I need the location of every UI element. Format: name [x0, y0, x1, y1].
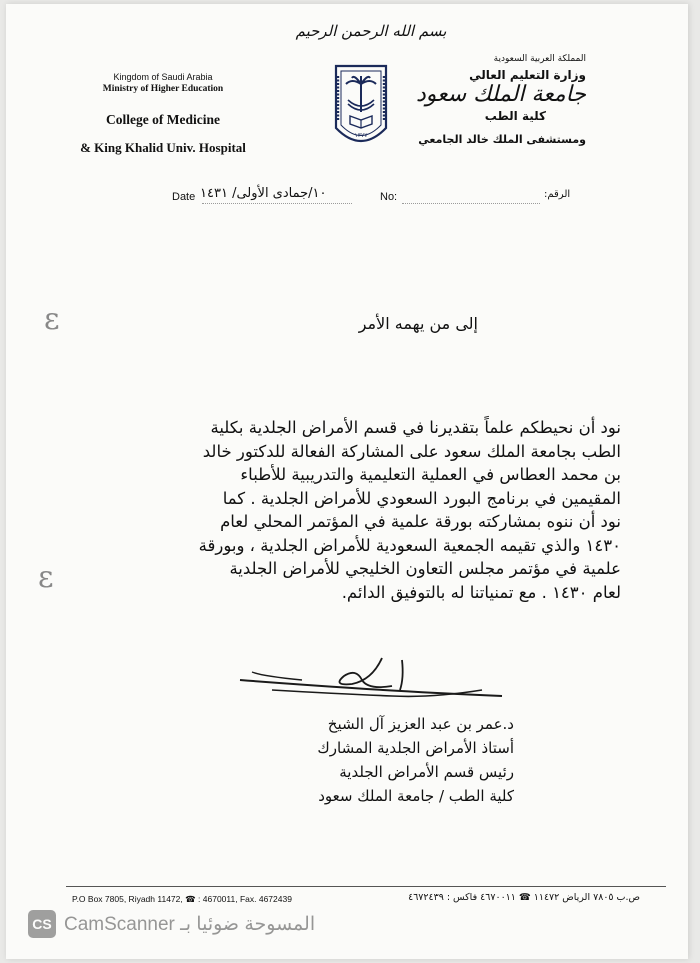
- date-value: ١٠/جمادى الأولى/ ١٤٣١: [200, 186, 327, 201]
- signatory-name: د.عمر بن عبد العزيز آل الشيخ: [327, 715, 514, 733]
- number-label: No:: [380, 191, 398, 203]
- number-dotted-line: [402, 203, 540, 204]
- footer-arabic-address: ص.ب ٧٨٠٥ الرياض ١١٤٧٢ ☎ ٤٦٧٠٠١١ فاكس : ٤٦٧٢٤٣٩: [408, 892, 640, 903]
- english-letterhead: [78, 72, 248, 156]
- handwritten-signature: [232, 650, 512, 710]
- body-line: لعام ١٤٣٠ . مع تمنياتنا له بالتوفيق الدائم.: [341, 582, 621, 602]
- english-hospital: & King Khalid Univ. Hospital: [80, 140, 246, 155]
- signature-block: [244, 712, 514, 808]
- camscanner-watermark: [28, 910, 315, 938]
- body-line: بن محمد العطاس في العملية التعليمية والتدريبية للأطباء: [240, 465, 621, 484]
- english-ministry: Ministry of Higher Education: [102, 84, 224, 94]
- body-line: علمية في مؤتمر مجلس التعاون الخليجي للأمراض الجلدية: [229, 559, 621, 578]
- seal-year: ١٣٧٧: [354, 132, 368, 139]
- signatory-affiliation: كلية الطب / جامعة الملك سعود: [318, 787, 514, 805]
- letter-body: [86, 416, 621, 604]
- arabic-kingdom: المملكة العربية السعودية: [493, 54, 586, 64]
- body-line: ١٤٣٠ والذي تقيمه الجمعية السعودية للأمراض الجلدية ، وبورقة: [198, 535, 621, 555]
- signatory-role: رئيس قسم الأمراض الجلدية: [339, 763, 514, 781]
- arabic-university: جامعة الملك سعود: [415, 82, 586, 107]
- arabic-college: كلية الطب: [484, 109, 546, 123]
- arabic-letterhead: [386, 54, 586, 146]
- english-kingdom: Kingdom of Saudi Arabia: [113, 72, 213, 82]
- arabic-ministry: وزارة التعليم العالي: [469, 68, 586, 82]
- body-line: المقيمين في برنامج البورد السعودي للأمراض الجلدية . كما: [222, 488, 621, 508]
- letter-page: [6, 4, 688, 959]
- reference-label: الرقم:: [544, 189, 571, 200]
- english-college: College of Medicine: [106, 112, 220, 127]
- camscanner-logo-icon: CS: [28, 910, 56, 938]
- arabic-hospital: ومستشفى الملك خالد الجامعي: [418, 133, 586, 146]
- footer-english-address: P.O Box 7805, Riyadh 11472, ☎ : 4670011, Fax. 4672439: [72, 894, 292, 904]
- salutation: إلى من يهمه الأمر: [358, 314, 478, 333]
- date-dotted-line: [202, 203, 352, 204]
- margin-punch-mark: ɛ: [38, 560, 54, 595]
- footer-divider: [66, 886, 666, 887]
- signatory-title: أستاذ الأمراض الجلدية المشارك: [317, 739, 514, 757]
- university-seal-icon: [332, 62, 390, 154]
- body-line: نود أن نحيطكم علماً بتقديرنا في قسم الأمراض الجلدية بكلية: [210, 418, 621, 437]
- date-label: Date: [172, 191, 196, 203]
- camscanner-text: CamScanner المسوحة ضوئيا بـ: [64, 913, 316, 935]
- body-line: نود أن ننوه بمشاركته بورقة علمية في المؤتمر المحلي لعام: [220, 512, 621, 531]
- basmala: بسم الله الرحمن الرحيم: [295, 22, 447, 40]
- body-line: الطب بجامعة الملك سعود على المشاركة الفعالة للدكتور خالد: [202, 441, 621, 461]
- margin-punch-mark: ɛ: [44, 302, 60, 337]
